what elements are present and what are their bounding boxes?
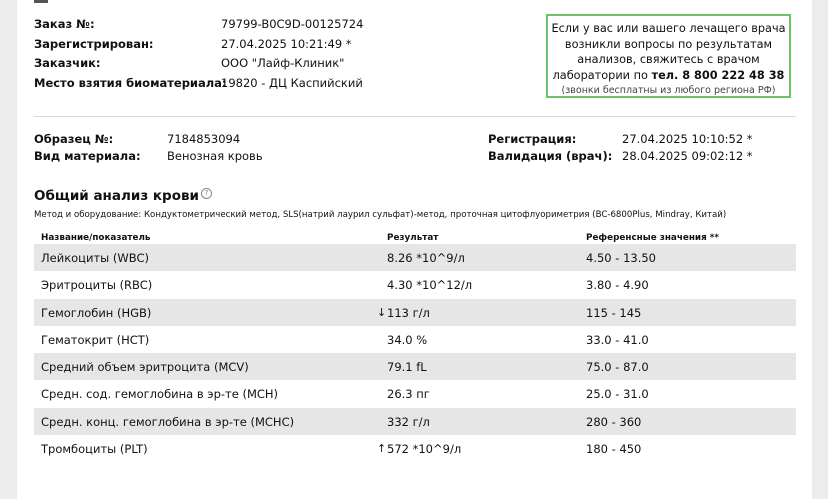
row-reference: 75.0 - 87.0 [586,360,649,375]
row-name: Средн. сод. гемоглобина в эр-те (MCH) [41,387,279,402]
row-name: Гемоглобин (HGB) [41,305,152,320]
contact-line-2: возникли вопросы по результатам [564,37,773,51]
registered-value: 27.04.2025 10:21:49 * [221,36,352,51]
contact-line-4-prefix: лаборатории по [552,68,652,82]
contact-line-3: анализов, свяжитесь с врачом [577,53,760,66]
material-label: Вид материала: [34,148,141,163]
results-header [34,231,796,244]
table-row [34,435,796,462]
row-reference: 3.80 - 4.90 [586,278,649,293]
material-value: Венозная кровь [167,148,263,163]
table-row [34,353,796,380]
column-header-reference: Референсные значения ** [586,233,720,243]
row-name: Тромбоциты (PLT) [41,442,148,457]
sample-number-label: Образец №: [34,132,114,146]
row-result: 113 г/л [387,305,430,320]
table-row [34,408,796,435]
contact-line-1: Если у вас или вашего лечащего врача [551,22,786,35]
row-result: 79.1 fL [387,360,427,375]
row-reference: 180 - 450 [586,442,642,457]
sample-number-value: 7184853094 [167,132,241,146]
row-name: Гематокрит (HCT) [41,332,150,347]
validation-value: 28.04.2025 09:02:12 * [622,148,753,163]
contact-line-4 [548,68,789,84]
analysis-title: Общий анализ крови [34,188,199,204]
row-result: 4.30 *10^12/л [387,278,473,293]
order-number-label: Заказ №: [34,17,95,31]
method-description: Метод и оборудование: Кондуктометрический метод, SLS(натрий лаурил сульфат)-метод, проточная цитофлуориметрия (BC-6800Plus, Mindray, Китай) [34,210,727,220]
site-label: Место взятия биоматериала: [34,75,227,90]
validation-label: Валидация (врач): [488,148,613,163]
contact-box [546,14,791,98]
results-table [34,231,796,462]
row-name: Средн. конц. гемоглобина в эр-те (MCHC) [41,414,295,429]
registered-label: Зарегистрирован: [34,36,154,51]
site-value: 19820 - ДЦ Каспийский [221,75,363,90]
table-row [34,244,796,271]
row-reference: 4.50 - 13.50 [586,251,656,265]
row-reference: 33.0 - 41.0 [586,332,649,347]
row-name: Средний объем эритроцита (MCV) [41,360,249,375]
row-name: Эритроциты (RBC) [41,278,153,293]
table-row [34,299,796,326]
column-header-result: Результат [387,233,439,243]
arrow-up-icon: ↑ [377,442,387,456]
customer-value: ООО "Лайф-Клиник" [221,56,345,70]
top-edge-mark [34,0,48,3]
registration-value: 27.04.2025 10:10:52 * [622,132,753,146]
row-reference: 115 - 145 [586,305,642,320]
order-number-value: 79799-B0C9D-00125724 [221,17,364,31]
row-name: Лейкоциты (WBC) [41,251,149,265]
table-row [34,326,796,353]
column-header-name: Название/показатель [41,233,151,243]
row-result: 332 г/л [387,414,430,429]
row-result: 8.26 *10^9/л [387,251,465,265]
row-result: 26.3 пг [387,387,430,402]
row-reference: 25.0 - 31.0 [586,387,649,402]
customer-label: Заказчик: [34,56,101,70]
section-divider [34,116,796,117]
analysis-title-row [34,188,212,204]
contact-note: (звонки бесплатны из любого региона РФ) [561,85,776,96]
table-row [34,271,796,298]
row-result: 34.0 % [387,332,428,347]
contact-phone[interactable]: тел. 8 800 222 48 38 [651,68,785,82]
arrow-down-icon: ↓ [377,305,387,319]
table-row [34,380,796,407]
help-icon[interactable]: ? [201,188,212,199]
row-result: 572 *10^9/л [387,442,462,457]
row-reference: 280 - 360 [586,414,642,429]
registration-label: Регистрация: [488,132,577,146]
